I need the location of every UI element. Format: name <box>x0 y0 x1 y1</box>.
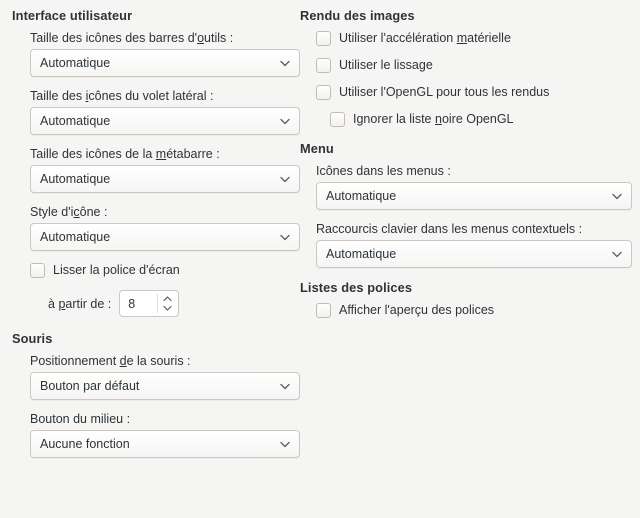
label-text-tail: artir de : <box>65 296 112 311</box>
combo-context-menu-shortcuts[interactable] <box>316 240 632 268</box>
label-mouse-positioning <box>30 354 300 368</box>
label-text: à <box>48 296 59 311</box>
label-mnemonic: d <box>119 354 127 368</box>
section-title-image-rendering: Rendu des images <box>300 8 415 23</box>
checkbox-label-smooth-screen-font: Lisser la police d'écran <box>53 263 180 277</box>
checkbox-row-show-font-preview[interactable] <box>316 303 632 318</box>
label-text-tail: ône : <box>79 205 108 219</box>
label-text: Icônes dans les menus : <box>316 164 451 178</box>
label-text: Style d'i <box>30 205 74 219</box>
label-text: Bouton du milieu : <box>30 412 131 426</box>
chevron-down-icon <box>280 381 290 391</box>
label-icon-style <box>30 205 300 219</box>
field-icon-style <box>30 205 300 251</box>
label-mnemonic: m <box>155 147 167 161</box>
checkbox-label-opengl-all-rendering <box>339 85 549 100</box>
chevron-down-icon <box>280 58 290 68</box>
spinner-separator <box>157 294 158 313</box>
field-metabar-icon-size <box>30 147 300 193</box>
combo-value: Aucune fonction <box>40 437 130 451</box>
label-context-menu-shortcuts <box>316 222 632 236</box>
checkbox-label-anti-aliasing <box>339 58 433 73</box>
checkbox-label-hardware-acceleration <box>339 31 511 46</box>
section-title-mouse: Souris <box>12 331 53 346</box>
label-text: Positionnement <box>30 354 120 368</box>
combo-value: Bouton par défaut <box>40 379 140 393</box>
checkbox-row-hardware-acceleration[interactable] <box>316 31 632 46</box>
combo-value: Automatique <box>326 189 397 203</box>
combo-sidebar-icon-size[interactable] <box>30 107 300 135</box>
checkbox-anti-aliasing[interactable] <box>316 58 331 73</box>
checkbox-ignore-opengl-blacklist[interactable] <box>330 112 345 127</box>
checkbox-hardware-acceleration[interactable] <box>316 31 331 46</box>
label-text-tail: atérielle <box>467 31 511 45</box>
checkbox-show-font-preview[interactable] <box>316 303 331 318</box>
label-middle-button <box>30 412 300 426</box>
chevron-down-icon <box>612 249 622 259</box>
label-mnemonic: p <box>58 296 66 311</box>
spinner-value: 8 <box>128 296 136 311</box>
chevron-down-icon <box>280 116 290 126</box>
group-rendering-options <box>316 31 632 127</box>
combo-icon-style[interactable] <box>30 223 300 251</box>
label-text: Utiliser l'OpenGL pour tous les rendus <box>339 85 550 99</box>
combo-value: Automatique <box>40 172 111 186</box>
label-text-tail: étabarre : <box>166 147 220 161</box>
checkbox-row-smooth-screen-font[interactable] <box>30 263 300 278</box>
field-middle-button <box>30 412 300 458</box>
label-text-tail: e la souris : <box>126 354 191 368</box>
combo-metabar-icon-size[interactable] <box>30 165 300 193</box>
label-text: Afficher l'aperçu des polices <box>339 303 495 317</box>
field-mouse-positioning <box>30 354 300 400</box>
combo-value: Automatique <box>40 114 111 128</box>
combo-toolbar-icon-size[interactable] <box>30 49 300 77</box>
label-menu-icons <box>316 164 632 178</box>
label-text: Taille des icônes de la <box>30 147 156 161</box>
checkbox-smooth-screen-font[interactable] <box>30 263 45 278</box>
combo-middle-button[interactable] <box>30 430 300 458</box>
right-column <box>300 8 632 510</box>
combo-mouse-positioning[interactable] <box>30 372 300 400</box>
label-mnemonic: m <box>456 31 468 45</box>
label-text: Raccourcis clavier dans les menus contextuels : <box>316 222 583 236</box>
section-title-interface: Interface utilisateur <box>12 8 133 23</box>
checkbox-label-ignore-opengl-blacklist <box>353 112 514 127</box>
row-font-smoothing-threshold <box>48 290 300 317</box>
label-sidebar-icon-size <box>30 89 300 103</box>
label-toolbar-icon-size <box>30 31 300 45</box>
spinner-up-icon[interactable] <box>163 296 172 302</box>
label-font-smoothing-threshold <box>48 297 111 311</box>
label-text: Ignorer la liste <box>353 112 435 126</box>
label-mnemonic: c <box>73 205 80 219</box>
checkbox-row-opengl-all-rendering[interactable] <box>316 85 632 100</box>
label-text: Taille des icônes des barres d' <box>30 31 198 45</box>
label-mnemonic: n <box>434 112 442 126</box>
label-text-tail: utils : <box>204 31 234 45</box>
section-title-font-lists: Listes des polices <box>300 280 413 295</box>
combo-value: Automatique <box>326 247 397 261</box>
left-column <box>10 8 300 510</box>
label-metabar-icon-size <box>30 147 300 161</box>
label-text: Utiliser le lissage <box>339 58 433 72</box>
checkbox-row-anti-aliasing[interactable] <box>316 58 632 73</box>
combo-menu-icons[interactable] <box>316 182 632 210</box>
label-mnemonic: i <box>85 89 89 103</box>
field-context-menu-shortcuts <box>316 222 632 268</box>
label-text-tail: oire OpenGL <box>441 112 514 126</box>
checkbox-label-show-font-preview <box>339 303 494 318</box>
spinner-down-icon[interactable] <box>163 305 172 311</box>
spinner-arrows[interactable] <box>162 291 173 316</box>
checkbox-opengl-all-rendering[interactable] <box>316 85 331 100</box>
section-title-menu: Menu <box>300 141 334 156</box>
chevron-down-icon <box>280 232 290 242</box>
spinner-font-smoothing-threshold[interactable] <box>119 290 179 317</box>
label-mnemonic: o <box>197 31 205 45</box>
combo-value: Automatique <box>40 230 111 244</box>
chevron-down-icon <box>280 439 290 449</box>
chevron-down-icon <box>612 191 622 201</box>
field-menu-icons <box>316 164 632 210</box>
field-toolbar-icon-size <box>30 31 300 77</box>
label-text: Taille des <box>30 89 86 103</box>
field-sidebar-icon-size <box>30 89 300 135</box>
chevron-down-icon <box>280 174 290 184</box>
label-text: Utiliser l'accélération <box>339 31 457 45</box>
label-text-tail: cônes du volet latéral : <box>88 89 214 103</box>
combo-value: Automatique <box>40 56 111 70</box>
checkbox-row-ignore-opengl-blacklist[interactable] <box>330 112 632 127</box>
